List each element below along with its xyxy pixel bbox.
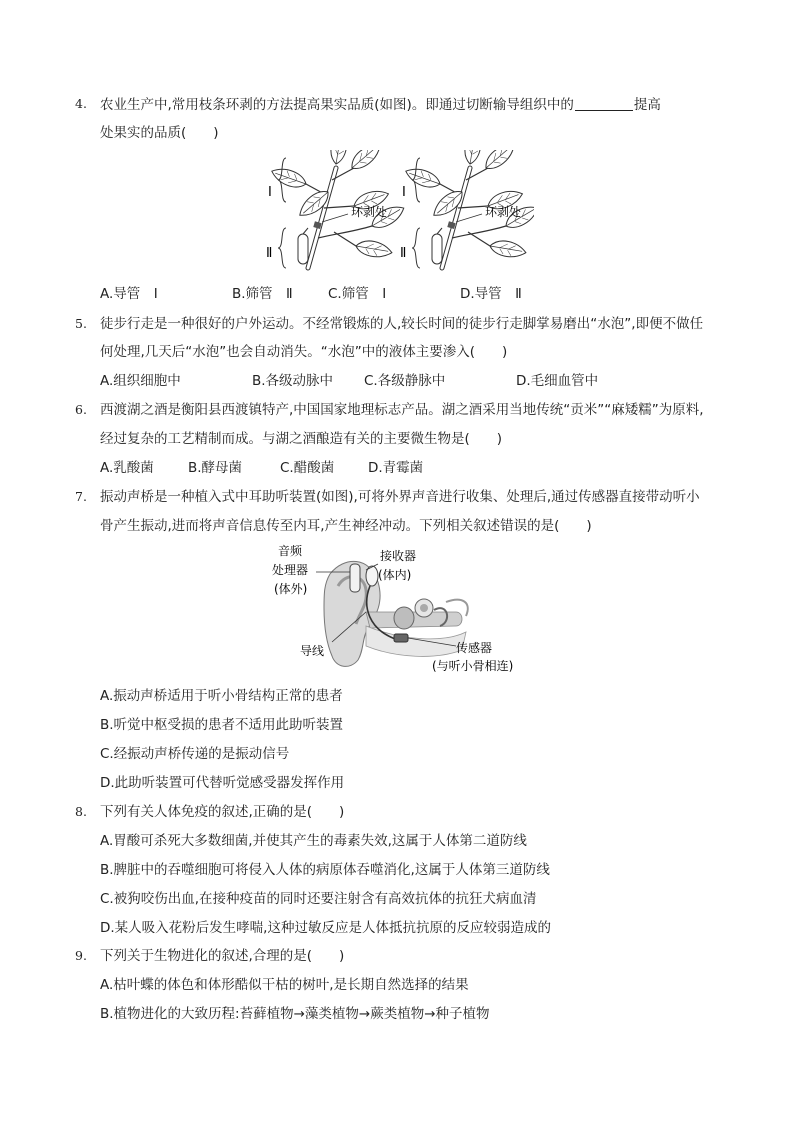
q6-option-a: A.乳酸菌 [100,460,154,476]
q8-option-b: B.脾脏中的吞噬细胞可将侵入人体的病原体吞噬消化,这属于人体第三道防线 [100,862,550,878]
q7-label-wire: 导线 [300,644,325,658]
q4-label-II-right: Ⅱ [400,246,407,261]
q7-option-a: A.振动声桥适用于听小骨结构正常的患者 [100,688,343,704]
q4-number: 4. [75,96,87,111]
q7-option-d: D.此助听装置可代替听觉感受器发挥作用 [100,775,345,791]
q6-option-b: B.酵母菌 [188,460,243,476]
q4-stem-line1 [100,98,661,113]
q4-option-b: B.筛管 Ⅱ [232,286,293,302]
q8-option-c: C.被狗咬伤出血,在接种疫苗的同时还要注射含有高效抗体的抗狂犬病血清 [100,891,537,907]
q7-number: 7. [75,489,87,504]
q7-label-processor-1: 音频 [278,544,303,558]
q7-label-sensor-1: 传感器 [456,641,493,655]
q7-label-sensor-2: (与听小骨相连) [432,659,514,673]
q4-cut-label-left: 环剥处 [351,205,388,219]
q6-stem-line1: 西渡湖之酒是衡阳县西渡镇特产,中国国家地理标志产品。湖之酒采用当地传统“贡米”“麻矮糯”为原料, [100,402,704,418]
q4-cut-label-right: 环剥处 [485,205,522,219]
q4-option-a: A.导管 Ⅰ [100,286,158,302]
q8-option-d: D.某人吸入花粉后发生哮喘,这种过敏反应是人体抵抗抗原的反应较弱造成的 [100,920,551,936]
q8-number: 8. [75,804,87,819]
q7-stem-line1: 振动声桥是一种植入式中耳助听装置(如图),可将外界声音进行收集、处理后,通过传感器直接带动听小 [100,489,700,505]
q4-stem-after-blank: 提高 [633,97,661,113]
q9-option-b: B.植物进化的大致历程:苔藓植物→藻类植物→蕨类植物→种子植物 [100,1006,490,1022]
q5-stem-line2: 何处理,几天后“水泡”也会自动消失。“水泡”中的液体主要渗入( ) [100,344,508,360]
q7-label-processor-2: 处理器 [272,563,309,577]
q4-option-d: D.导管 Ⅱ [460,286,522,302]
q5-option-b: B.各级动脉中 [252,373,334,389]
q7-option-b: B.听觉中枢受损的患者不适用此助听装置 [100,717,344,733]
q5-option-d: D.毛细血管中 [516,373,599,389]
q4-label-II-left: Ⅱ [266,246,273,261]
q6-stem-line2: 经过复杂的工艺精制而成。与湖之酒酿造有关的主要微生物是( ) [100,431,503,447]
q4-option-c: C.筛管 Ⅰ [328,286,387,302]
q4-answer-blank [575,98,633,111]
q7-option-c: C.经振动声桥传递的是振动信号 [100,746,290,762]
q7-figure-ear-implant [266,542,532,678]
q6-option-d: D.青霉菌 [368,460,424,476]
q7-label-receiver-1: 接收器 [380,549,417,563]
q6-number: 6. [75,402,87,417]
q8-option-a: A.胃酸可杀死大多数细菌,并使其产生的毒素失效,这属于人体第二道防线 [100,833,527,849]
q8-stem-line1: 下列有关人体免疫的叙述,正确的是( ) [100,804,345,820]
q4-figure-girdling [262,150,534,278]
q4-stem-before-blank: 农业生产中,常用枝条环剥的方法提高果实品质(如图)。即通过切断输导组织中的 [100,97,574,113]
q6-option-c: C.醋酸菌 [280,460,335,476]
q5-number: 5. [75,316,87,331]
q5-option-c: C.各级静脉中 [364,373,446,389]
q5-stem-line1: 徒步行走是一种很好的户外运动。不经常锻炼的人,较长时间的徒步行走脚掌易磨出“水泡”,即便不做任 [100,316,704,332]
q7-label-receiver-2: (体内) [378,568,412,582]
q4-label-I-right: Ⅰ [402,185,406,200]
q9-stem-line1: 下列关于生物进化的叙述,合理的是( ) [100,948,345,964]
q4-label-I-left: Ⅰ [268,185,272,200]
q7-label-processor-3: (体外) [274,582,308,596]
q9-number: 9. [75,948,87,963]
q9-option-a: A.枯叶蝶的体色和体形酷似干枯的树叶,是长期自然选择的结果 [100,977,469,993]
q7-stem-line2: 骨产生振动,进而将声音信息传至内耳,产生神经冲动。下列相关叙述错误的是( ) [100,518,592,534]
q5-option-a: A.组织细胞中 [100,373,181,389]
q4-stem-line2: 处果实的品质( ) [100,125,219,141]
